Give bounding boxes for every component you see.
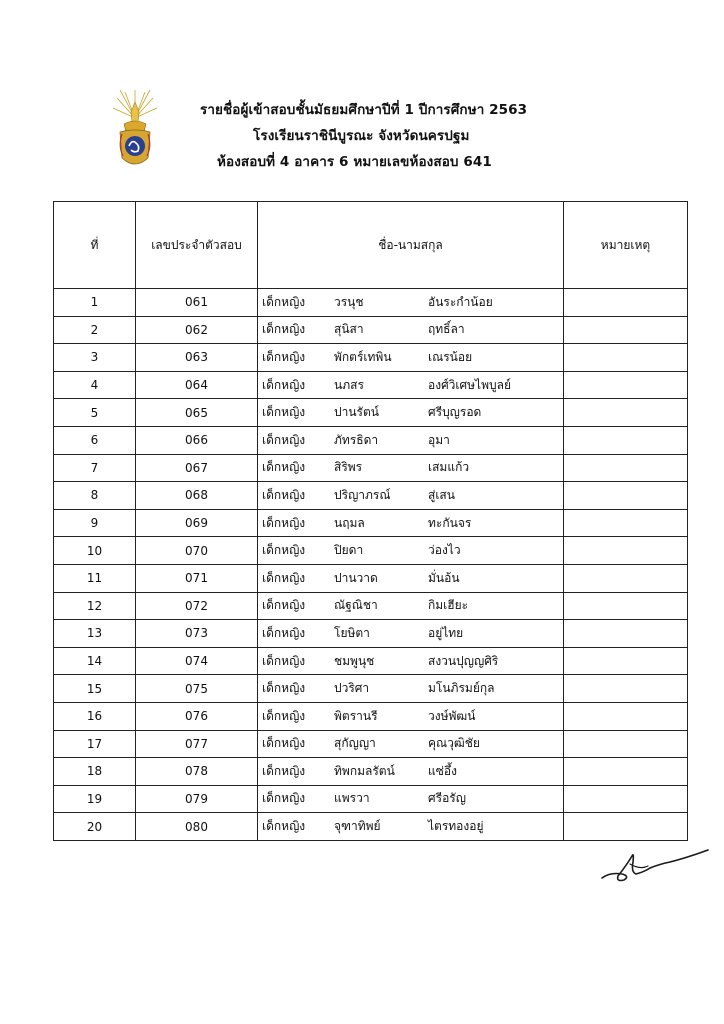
last-name: อุมา bbox=[428, 432, 450, 447]
cell-name bbox=[258, 316, 564, 344]
last-name: องศ์วิเศษไพบูลย์ bbox=[428, 377, 511, 392]
cell-exam-id: 075 bbox=[136, 675, 258, 703]
cell-name bbox=[258, 813, 564, 841]
table-row bbox=[54, 289, 688, 317]
cell-exam-id: 069 bbox=[136, 509, 258, 537]
first-name: สิริพร bbox=[334, 460, 363, 475]
first-name: ปวริศา bbox=[334, 681, 370, 696]
cell-exam-id: 066 bbox=[136, 426, 258, 454]
cell-exam-id: 067 bbox=[136, 454, 258, 482]
cell-name bbox=[258, 454, 564, 482]
cell-name bbox=[258, 647, 564, 675]
cell-exam-id: 068 bbox=[136, 482, 258, 510]
table-row bbox=[54, 702, 688, 730]
cell-note bbox=[564, 730, 688, 758]
first-name: นภสร bbox=[334, 377, 364, 392]
last-name: ฤทธิ์ลา bbox=[428, 322, 465, 337]
cell-name bbox=[258, 344, 564, 372]
cell-no: 10 bbox=[54, 537, 136, 565]
first-name: ปานรัตน์ bbox=[334, 405, 379, 420]
cell-exam-id: 080 bbox=[136, 813, 258, 841]
last-name: อันระกำน้อย bbox=[428, 294, 493, 309]
cell-name bbox=[258, 482, 564, 510]
table-row bbox=[54, 371, 688, 399]
last-name: ไตรทองอยู่ bbox=[428, 819, 484, 834]
table-row bbox=[54, 675, 688, 703]
cell-note bbox=[564, 426, 688, 454]
table-row bbox=[54, 564, 688, 592]
last-name: สู่เสน bbox=[428, 487, 455, 502]
cell-note bbox=[564, 454, 688, 482]
cell-name bbox=[258, 758, 564, 786]
cell-exam-id: 077 bbox=[136, 730, 258, 758]
cell-note bbox=[564, 702, 688, 730]
cell-name bbox=[258, 371, 564, 399]
cell-no: 8 bbox=[54, 482, 136, 510]
cell-note bbox=[564, 592, 688, 620]
first-name: ชมพูนุช bbox=[334, 653, 375, 668]
last-name: มั่นอ้น bbox=[428, 570, 460, 585]
cell-name bbox=[258, 399, 564, 427]
name-prefix: เด็กหญิง bbox=[262, 487, 306, 502]
first-name: แพรวา bbox=[334, 791, 370, 806]
cell-note bbox=[564, 509, 688, 537]
last-name: เสมแก้ว bbox=[428, 460, 470, 475]
cell-note bbox=[564, 675, 688, 703]
cell-no: 1 bbox=[54, 289, 136, 317]
first-name: พักตร์เทพิน bbox=[334, 349, 392, 364]
first-name: จุฑาทิพย์ bbox=[334, 819, 381, 834]
cell-no: 5 bbox=[54, 399, 136, 427]
cell-name bbox=[258, 730, 564, 758]
cell-no: 12 bbox=[54, 592, 136, 620]
name-prefix: เด็กหญิง bbox=[262, 322, 306, 337]
table-row bbox=[54, 482, 688, 510]
cell-name bbox=[258, 675, 564, 703]
cell-no: 13 bbox=[54, 620, 136, 648]
cell-note bbox=[564, 371, 688, 399]
cell-no: 4 bbox=[54, 371, 136, 399]
cell-exam-id: 072 bbox=[136, 592, 258, 620]
cell-no: 9 bbox=[54, 509, 136, 537]
name-prefix: เด็กหญิง bbox=[262, 681, 306, 696]
name-prefix: เด็กหญิง bbox=[262, 791, 306, 806]
cell-note bbox=[564, 564, 688, 592]
cell-exam-id: 079 bbox=[136, 785, 258, 813]
signature-icon bbox=[600, 848, 712, 890]
last-name: กิมเฮียะ bbox=[428, 598, 469, 613]
cell-no: 6 bbox=[54, 426, 136, 454]
cell-name bbox=[258, 509, 564, 537]
last-name: เณรน้อย bbox=[428, 349, 473, 364]
name-prefix: เด็กหญิง bbox=[262, 598, 306, 613]
last-name: วงษ์พัฒน์ bbox=[428, 708, 476, 723]
table-row bbox=[54, 620, 688, 648]
name-prefix: เด็กหญิง bbox=[262, 294, 306, 309]
cell-exam-id: 070 bbox=[136, 537, 258, 565]
cell-exam-id: 062 bbox=[136, 316, 258, 344]
first-name: ปิยดา bbox=[334, 543, 364, 558]
table-row bbox=[54, 785, 688, 813]
exam-roster-table bbox=[53, 201, 688, 841]
cell-note bbox=[564, 785, 688, 813]
name-prefix: เด็กหญิง bbox=[262, 763, 306, 778]
name-prefix: เด็กหญิง bbox=[262, 736, 306, 751]
cell-no: 11 bbox=[54, 564, 136, 592]
header-title: รายชื่อผู้เข้าสอบชั้นมัธยมศึกษาปีที่ 1 ปีการศึกษา 2563 bbox=[200, 102, 528, 118]
first-name: สุกัญญา bbox=[334, 736, 376, 751]
cell-note bbox=[564, 344, 688, 372]
name-prefix: เด็กหญิง bbox=[262, 570, 306, 585]
cell-name bbox=[258, 289, 564, 317]
first-name: นฤมล bbox=[334, 515, 365, 530]
table-row bbox=[54, 316, 688, 344]
first-name: ณัฐณิชา bbox=[334, 598, 378, 613]
cell-note bbox=[564, 647, 688, 675]
cell-note bbox=[564, 537, 688, 565]
first-name: วรนุช bbox=[334, 294, 364, 309]
table-row bbox=[54, 758, 688, 786]
cell-exam-id: 063 bbox=[136, 344, 258, 372]
last-name: ศรีอรัญ bbox=[428, 791, 466, 806]
table-row bbox=[54, 730, 688, 758]
cell-no: 18 bbox=[54, 758, 136, 786]
cell-name bbox=[258, 564, 564, 592]
last-name: สงวนปุญญศิริ bbox=[428, 653, 499, 668]
last-name: คุณวุฒิชัย bbox=[428, 736, 480, 751]
last-name: อยู่ไทย bbox=[428, 625, 464, 640]
cell-no: 19 bbox=[54, 785, 136, 813]
first-name: โยษิตา bbox=[334, 625, 370, 640]
cell-note bbox=[564, 813, 688, 841]
name-prefix: เด็กหญิง bbox=[262, 819, 306, 834]
name-prefix: เด็กหญิง bbox=[262, 515, 306, 530]
cell-name bbox=[258, 702, 564, 730]
cell-exam-id: 073 bbox=[136, 620, 258, 648]
table-row bbox=[54, 454, 688, 482]
name-prefix: เด็กหญิง bbox=[262, 377, 306, 392]
last-name: แซ่อึ้ง bbox=[428, 763, 457, 778]
header-room: ห้องสอบที่ 4 อาคาร 6 หมายเลขห้องสอบ 641 bbox=[217, 154, 492, 170]
last-name: ทะกันจร bbox=[428, 515, 472, 530]
cell-note bbox=[564, 316, 688, 344]
first-name: ภัทรธิดา bbox=[334, 432, 379, 447]
cell-exam-id: 076 bbox=[136, 702, 258, 730]
name-prefix: เด็กหญิง bbox=[262, 653, 306, 668]
cell-note bbox=[564, 758, 688, 786]
cell-note bbox=[564, 289, 688, 317]
table-row bbox=[54, 509, 688, 537]
cell-exam-id: 061 bbox=[136, 289, 258, 317]
table-row bbox=[54, 813, 688, 841]
cell-exam-id: 064 bbox=[136, 371, 258, 399]
table-header-row bbox=[54, 202, 688, 289]
cell-no: 14 bbox=[54, 647, 136, 675]
last-name: ศรีบุญรอด bbox=[428, 405, 482, 420]
cell-note bbox=[564, 620, 688, 648]
last-name: ว่องไว bbox=[428, 543, 461, 558]
header-school: โรงเรียนราชินีบูรณะ จังหวัดนครปฐม bbox=[253, 128, 470, 144]
cell-no: 20 bbox=[54, 813, 136, 841]
cell-name bbox=[258, 620, 564, 648]
cell-exam-id: 065 bbox=[136, 399, 258, 427]
cell-exam-id: 071 bbox=[136, 564, 258, 592]
last-name: มโนภิรมย์กุล bbox=[428, 681, 495, 696]
cell-no: 15 bbox=[54, 675, 136, 703]
cell-name bbox=[258, 426, 564, 454]
cell-no: 17 bbox=[54, 730, 136, 758]
first-name: ปริญาภรณ์ bbox=[334, 487, 391, 502]
cell-exam-id: 078 bbox=[136, 758, 258, 786]
first-name: ปานวาด bbox=[334, 570, 378, 585]
name-prefix: เด็กหญิง bbox=[262, 405, 306, 420]
table-body bbox=[54, 289, 688, 841]
cell-no: 2 bbox=[54, 316, 136, 344]
cell-name bbox=[258, 537, 564, 565]
col-header-note: หมายเหตุ bbox=[564, 202, 688, 289]
col-header-no: ที่ bbox=[54, 202, 136, 289]
cell-exam-id: 074 bbox=[136, 647, 258, 675]
first-name: พิตรานรี bbox=[334, 708, 378, 723]
name-prefix: เด็กหญิง bbox=[262, 625, 306, 640]
table-row bbox=[54, 592, 688, 620]
table-row bbox=[54, 537, 688, 565]
name-prefix: เด็กหญิง bbox=[262, 460, 306, 475]
table-row bbox=[54, 399, 688, 427]
first-name: ทิพกมลรัตน์ bbox=[334, 763, 395, 778]
col-header-id: เลขประจำตัวสอบ bbox=[136, 202, 258, 289]
name-prefix: เด็กหญิง bbox=[262, 432, 306, 447]
school-emblem-icon bbox=[112, 88, 158, 172]
cell-no: 7 bbox=[54, 454, 136, 482]
table-row bbox=[54, 647, 688, 675]
cell-note bbox=[564, 482, 688, 510]
name-prefix: เด็กหญิง bbox=[262, 543, 306, 558]
name-prefix: เด็กหญิง bbox=[262, 349, 306, 364]
table-row bbox=[54, 426, 688, 454]
cell-no: 16 bbox=[54, 702, 136, 730]
cell-name bbox=[258, 785, 564, 813]
cell-note bbox=[564, 399, 688, 427]
cell-name bbox=[258, 592, 564, 620]
cell-no: 3 bbox=[54, 344, 136, 372]
col-header-name: ชื่อ-นามสกุล bbox=[258, 202, 564, 289]
table-row bbox=[54, 344, 688, 372]
name-prefix: เด็กหญิง bbox=[262, 708, 306, 723]
first-name: สุนิสา bbox=[334, 322, 364, 337]
